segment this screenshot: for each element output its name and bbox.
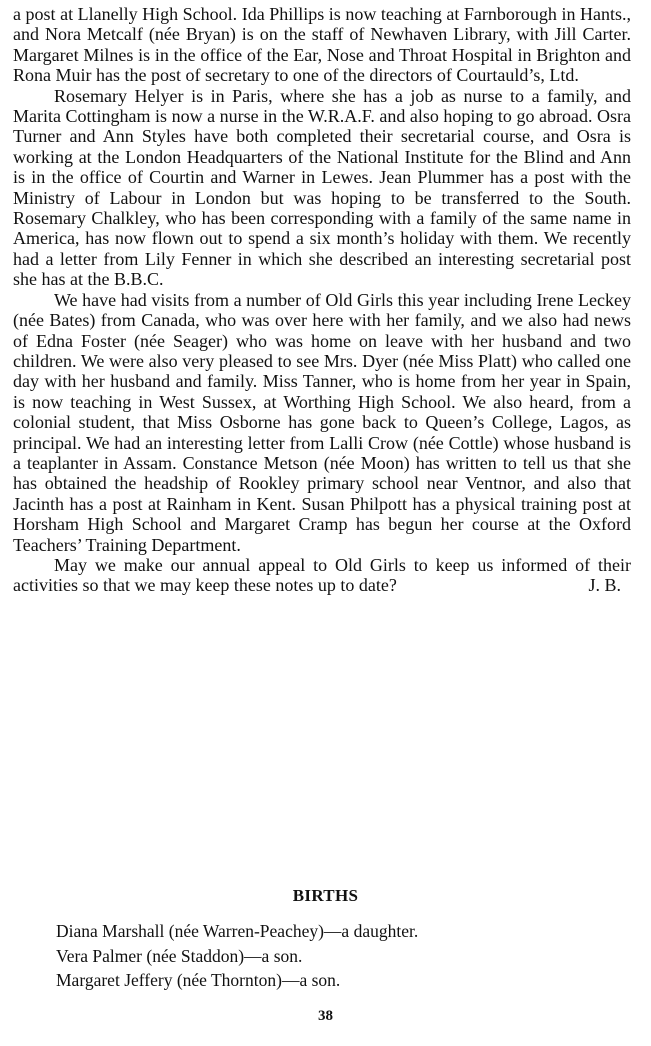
page-number: 38	[318, 1008, 333, 1024]
birth-entry: Vera Palmer (née Staddon)—a son.	[56, 945, 303, 966]
paragraph-rosemary-helyer: Rosemary Helyer is in Paris, where she has a job as nurse to a family, and Marita Cottingham is now a nurse in the W.R.A.F. and also hoping to go abroad. Osra Turner and Ann Styles have both completed their secretarial course, and Osra is working at the London Headquarters of the National Institute for the Blind and Ann is in the office of Courtin and Warner in Lewes. Jean Plummer has a post with the Ministry of Labour in London but was hoping to be transferred to the South. Rosemary Chalkley, who has been corresponding with a family of the same name in America, has now flown out to spend a six month’s holiday with them. We recently had a letter from Lily Fenner in which she described an interesting secretarial post she has at the B.B.C.	[13, 85, 631, 290]
article-body	[13, 4, 631, 596]
paragraph-visits: We have had visits from a number of Old Girls this year including Irene Leckey (née Bates) from Canada, who was over here with her family, and we also had news of Edna Foster (née Seager) who was home on leave with her husband and two children. We were also very pleased to see Mrs. Dyer (née Miss Platt) who called one day with her husband and family. Miss Tanner, who is home from her year in Spain, is now teaching in West Sussex, at Worthing High School. We also heard, from a colonial student, that Miss Osborne has gone back to Queen’s College, Lagos, as principal. We had an interesting letter from Lalli Crow (née Cottle) whose husband is a teaplanter in Assam. Constance Metson (née Moon) has written to tell us that she has obtained the headship of Rookley primary school near Ventnor, and also that Jacinth has a post at Rainham in Kent. Susan Philpott has a physical training post at Horsham High School and Margaret Cramp has begun her course at the Oxford Teachers’ Training Department.	[13, 289, 631, 555]
births-heading: BIRTHS	[292, 886, 359, 905]
signature: J. B.	[588, 575, 621, 596]
births-list	[56, 919, 616, 993]
paragraph-old-girls-posts: a post at Llanelly High School. Ida Phillips is now teaching at Farnborough in Hants., and Nora Metcalf (née Bryan) is on the staff of Newhaven Library, with Jill Carter. Margaret Milnes is in the office of the Ear, Nose and Throat Hospital in Brighton and Rona Muir has the post of secretary to one of the directors of Courtauld’s, Ltd.	[13, 4, 631, 86]
appeal-text: May we make our annual appeal to Old Girls to keep us informed of their activities so that we may keep these notes up to date?	[13, 554, 631, 596]
birth-entry: Diana Marshall (née Warren-Peachey)—a daughter.	[56, 921, 419, 941]
paragraph-annual-appeal	[13, 555, 631, 596]
birth-entry: Margaret Jeffery (née Thornton)—a son.	[56, 970, 341, 990]
